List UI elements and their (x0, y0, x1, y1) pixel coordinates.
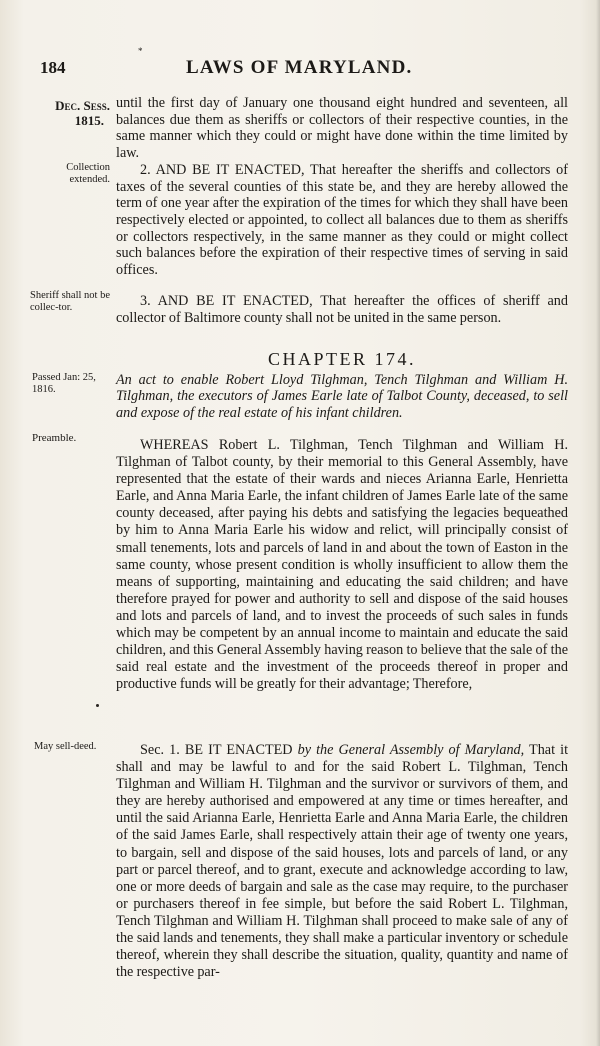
page-header (0, 46, 600, 86)
chapter-heading: CHAPTER 174. (267, 349, 416, 369)
margin-note-passed: Passed Jan: 25, 1816. (32, 372, 96, 395)
section-1-enactor: by the General Assembly of Maryland, (297, 742, 525, 758)
section-2: 2. AND BE IT ENACTED, That hereafter the sheriffs and collectors of taxes of the several counties of this state be, and they are hereby allowed the term of one year after the expiration of the times for which they shall have been respectively elected or appointed, to collect all balances due to them as sheriffs or collectors respectively, in the same manner as they could or might collect such balances before the expiration of their respective times of serving in said offices. (116, 162, 568, 278)
section-1-lead: Sec. 1. BE IT ENACTED (140, 742, 298, 758)
section-1 (116, 742, 568, 981)
session-label: Dec. Sess. (55, 98, 110, 113)
margin-note-collection: Collection extended. (66, 162, 110, 185)
running-title: LAWS OF MARYLAND. (186, 57, 413, 78)
section-1-body: That it shall and may be lawful to and for the said Robert L. Tilghman, Tench Tilghman and William H. Tilghman and the survivor or survivors of them, and they are hereby authorised and empowered at any time or times hereafter, and until the said Arianna Earle, Henrietta Earle and Anna Maria Earle, the children of the said James Earle, shall respectively attain their age of twenty one years, to bargain, sell and dispose of the said houses, lots and parcels of land, or any part or parcel thereof, and to grant, execute and acknowledge according to law, one or more deeds of bargain and sale as the case may require, to the purchaser or purchasers thereof in fee simple, but before the said Robert L. Tilghman, Tench Tilghman and William H. Tilghman shall proceed to make sale of any of the said lands and tenements, they shall make a particular inventory or schedule thereof, wherein they shall describe the situation, quality, quantity and name of the respective par- (116, 742, 569, 981)
act-title: An act to enable Robert Lloyd Tilghman, Tench Tilghman and William H. Tilghman, the executors of James Earle late of Talbot County, deceased, to sell and expose of the real estate of his infant children. (116, 372, 568, 421)
page-edge-shadow (596, 0, 600, 1046)
page-number: 184 (40, 58, 66, 77)
session-year: 1815. (74, 113, 104, 128)
preamble-text: WHEREAS Robert L. Tilghman, Tench Tilghman and William H. Tilghman of Talbot county, by their memorial to this General Assembly, have represented that the estate of their wards and nieces Arianna Earle, Henrietta Earle, and Anna Maria Earle, the infant children of James Earle late of the same county deceased, after paying his debts and satisfying the legacies bequeathed by him to Anna Maria Earle his widow and relict, will principally consist of small tenements, lots and parcels of land in and about the town of Easton in the same county, whose present condition is wholly insufficient to allow them the means of supporting, maintaining and educating the said children; and have therefore prayed for power and authority to sell and dispose of the said houses and lots and parcels of land, and to invest the proceeds of such sales in funds which may be competent by an annual income to maintain and educate the said children, and this General Assembly having reason to believe that the sale of the said real estate and the investment of the proceeds thereof in proper and productive funds will be greatly for their advantage; Therefore, (116, 437, 568, 693)
ink-dot (96, 704, 99, 707)
margin-note-may-sell: May sell-deed. (34, 741, 97, 752)
paragraph-continuation: until the first day of January one thousand eight hundred and seventeen, all balances due them as sheriffs or collectors of their respective counties, in the same manner which they could or might have done within the time limited by law. (116, 95, 568, 161)
printer-ornament: * (138, 46, 143, 56)
section-3: 3. AND BE IT ENACTED, That hereafter the offices of sheriff and collector of Baltimore county shall not be united in the same person. (116, 293, 568, 326)
margin-note-sheriff: Sheriff shall not be collec-tor. (30, 290, 111, 313)
session-note (26, 98, 110, 128)
margin-note-preamble: Preamble. (32, 432, 77, 444)
